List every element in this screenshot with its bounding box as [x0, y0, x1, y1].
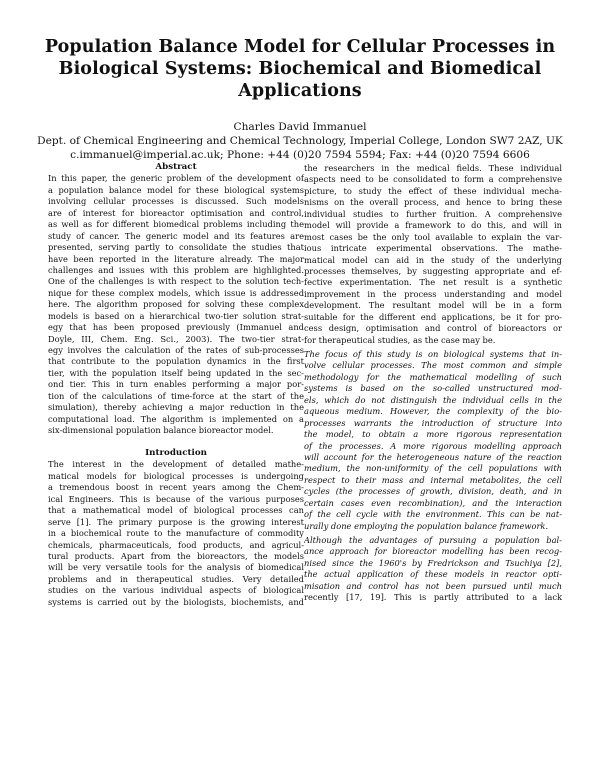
text-line: of the processes. A more rigorous modelling approach: [304, 440, 562, 451]
text-line: matical models for biological processes is undergoing: [48, 470, 304, 481]
text-line: picture, to study the effect of these individual mecha-: [304, 185, 562, 196]
title-line: Applications: [238, 81, 362, 101]
text-line: nisms on the overall process, and hence to bring these: [304, 197, 562, 208]
text-line: studies on the various individual aspects of biological: [48, 585, 304, 596]
text-line: One of the challenges is with respect to the solution tech-: [48, 276, 304, 287]
advantages-paragraph: [304, 535, 562, 604]
text-line: serve [1]. The primary purpose is the growing interest: [48, 516, 304, 527]
text-line: nised since the 1960's by Fredrickson and Tsuchiya [2],: [304, 557, 562, 568]
text-line: chemicals, pharmaceuticals, food products, and agricul-: [48, 539, 304, 550]
text-line: the actual application of these models in reactor opti-: [304, 569, 562, 580]
text-line: respect to their mass and internal metabolites, the cell: [304, 474, 562, 485]
text-line: that contribute to the population dynamics in the first: [48, 356, 304, 367]
introduction-heading: Introduction: [145, 448, 207, 459]
abstract-heading: Abstract: [155, 162, 197, 172]
right-column: [304, 163, 562, 604]
text-line: as well as for different biomedical problems including the: [48, 219, 304, 230]
text-line: of the cell cycle with the environment. This can be nat-: [304, 509, 562, 520]
text-line: development. The resultant model will be in a form: [304, 300, 562, 311]
text-line: a tremendous boost in recent years among the Chem-: [48, 482, 304, 493]
text-line: study of cancer. The generic model and its features are: [48, 230, 304, 241]
text-line: are of interest for bioreactor optimisation and control,: [48, 207, 304, 218]
text-line: Although the advantages of pursuing a population bal-: [304, 535, 562, 545]
text-line: that a mathematical model of biological processes can: [48, 505, 304, 516]
text-line: have been reported in the literature already. The major: [48, 253, 304, 264]
text-line: nique for these complex models, which issue is addressed: [48, 287, 304, 298]
text-line: computational load. The algorithm is implemented on a: [48, 413, 304, 424]
text-line: tural products. Apart from the bioreactors, the models: [48, 550, 304, 561]
text-line: involving cellular processes is discussed. Such models: [48, 196, 304, 207]
text-line: misation and control has not been pursued until much: [304, 580, 562, 591]
text-line: six-dimensional population balance bioreactor model.: [48, 425, 274, 436]
text-line: problems and in therapeutical studies. Very detailed: [48, 573, 304, 584]
text-line: egy that has been proposed previously (Immanuel and: [48, 322, 304, 333]
text-line: ical Engineers. This is because of the various purposes: [48, 493, 304, 504]
text-line: will be very versatile tools for the analysis of biomedical: [48, 562, 304, 573]
text-line: individual studies to further fruition. A comprehensive: [304, 208, 562, 219]
left-column: [48, 162, 304, 608]
text-line: recently [17, 19]. This is partly attributed to a lack: [304, 592, 562, 603]
text-line: for therapeutical studies, as the case may be.: [304, 334, 496, 345]
text-line: certain cases even recombination), and the interaction: [304, 497, 562, 508]
text-line: models is based on a hierarchical two-tier solution strat-: [48, 310, 304, 321]
text-line: matical model can aid in the study of the underlying: [304, 254, 562, 265]
text-line: simulation), thereby achieving a major reduction in the: [48, 402, 304, 413]
text-line: systems is carried out by the biologists, biochemists, and: [48, 596, 304, 607]
intro-continuation: [304, 163, 562, 346]
text-line: processes themselves, by suggesting appropriate and ef-: [304, 265, 562, 276]
text-line: In this paper, the generic problem of the development of: [48, 173, 304, 184]
text-line: here. The algorithm proposed for solving these complex: [48, 299, 304, 310]
text-line: presented, serving partly to consolidate the studies that: [48, 242, 304, 253]
text-line: egy involves the calculation of the rates of sub-processes: [48, 345, 304, 356]
paper-title: [40, 36, 560, 102]
author-name: Charles David Immanuel: [233, 121, 367, 133]
text-line: cess design, optimisation and control of bioreactors or: [304, 323, 562, 334]
text-line: methodology for the mathematical modelling of such: [304, 371, 562, 382]
text-line: aspects need to be consolidated to form a comprehensive: [304, 174, 562, 185]
title-line: Population Balance Model for Cellular Processes in: [44, 37, 556, 57]
text-line: ance approach for bioreactor modelling has been recog-: [304, 546, 562, 557]
text-line: improvement in the process understanding and model: [304, 288, 562, 299]
author-affiliation: Dept. of Chemical Engineering and Chemical Technology, Imperial College, London SW7 2AZ, UK: [37, 135, 563, 147]
text-line: most cases be the only tool available to explain the var-: [304, 231, 562, 242]
text-line: the researchers in the medical fields. These individual: [304, 163, 562, 173]
text-line: aqueous medium. However, the complexity of the bio-: [304, 406, 562, 417]
text-line: ious intricate experimental observations. The mathe-: [304, 243, 562, 254]
text-line: model will provide a framework to do this, and will in: [304, 220, 562, 231]
text-line: urally done employing the population balance framework.: [304, 520, 549, 531]
focus-paragraph: [304, 349, 562, 532]
text-line: The interest in the development of detailed mathe-: [48, 459, 304, 470]
text-line: processes warrants the introduction of structure into: [304, 417, 562, 428]
text-line: tion of the calculations of time-force at the start of the: [48, 390, 304, 401]
text-line: medium, the non-uniformity of the cell populations with: [304, 463, 562, 474]
text-line: fective experimentation. The net result is a synthetic: [304, 277, 562, 288]
text-line: The focus of this study is on biological systems that in-: [304, 349, 562, 359]
text-line: els, which do not distinguish the individual cells in the: [304, 394, 562, 405]
text-line: the model, to obtain a more rigorous representation: [304, 429, 562, 440]
section-gap: [48, 437, 304, 449]
text-line: in a biochemical route to the manufacture of commodity: [48, 528, 304, 539]
text-line: challenges and issues with this problem are highlighted.: [48, 264, 304, 275]
text-line: Doyle, III, Chem. Eng. Sci., 2003). The two-tier strat-: [48, 333, 304, 344]
text-line: suitable for the different end applications, be it for pro-: [304, 311, 562, 322]
text-line: volve cellular processes. The most common and simple: [304, 360, 562, 371]
text-line: ond tier. This in turn enables performing a major por-: [48, 379, 304, 390]
text-line: tier, with the population itself being updated in the sec-: [48, 367, 304, 378]
text-line: cycles (the processes of growth, division, death, and in: [304, 486, 562, 497]
text-line: a population balance model for these biological systems: [48, 184, 304, 195]
introduction-body: [48, 459, 304, 608]
text-line: systems is based on the so-called unstructured mod-: [304, 383, 562, 394]
title-line: Biological Systems: Biochemical and Biomedical: [58, 59, 542, 79]
text-line: will account for the heterogeneous nature of the reaction: [304, 451, 562, 462]
author-contact: c.immanuel@imperial.ac.uk; Phone: +44 (0)20 7594 5594; Fax: +44 (0)20 7594 6606: [70, 149, 530, 161]
author-block: [30, 120, 570, 162]
abstract-body: [48, 173, 304, 436]
